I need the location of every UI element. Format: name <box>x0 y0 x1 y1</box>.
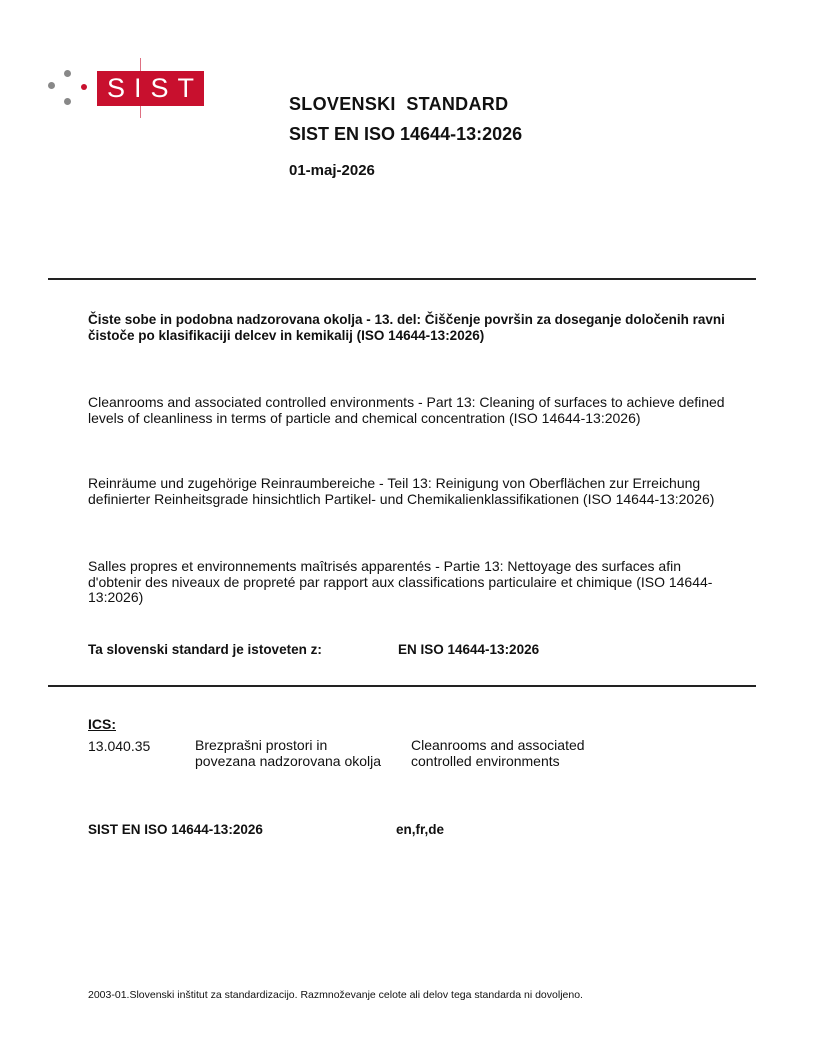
equivalence-label: Ta slovenski standard je istoveten z: <box>88 642 322 657</box>
divider <box>48 278 756 280</box>
publication-date: 01-maj-2026 <box>289 162 375 179</box>
logo-dot-icon <box>81 84 87 90</box>
divider <box>48 685 756 687</box>
title-slovenian: Čiste sobe in podobna nadzorovana okolja - 13. del: Čiščenje površin za doseganje določenih ravni čistoče po klasifikaciji delcev in kemikalij (ISO 14644-13:2026) <box>88 312 725 343</box>
ics-description-sl: Brezprašni prostori in povezana nadzorovana okolja <box>195 737 382 769</box>
document-type: SLOVENSKI STANDARD <box>289 94 509 114</box>
logo-dot-icon <box>64 70 71 77</box>
title-french: Salles propres et environnements maîtrisés apparentés - Partie 13: Nettoyage des surfaces afin d'obtenir des niveaux de propreté par rapport aux classifications particulaire et chimique (ISO 14644-13:2026) <box>88 558 713 605</box>
ics-description-en: Cleanrooms and associated controlled environments <box>411 737 585 769</box>
title-english: Cleanrooms and associated controlled environments - Part 13: Cleaning of surfaces to achieve defined levels of cleanliness in terms of particle and chemical concentration (ISO 14644-13:2026) <box>88 394 725 426</box>
equivalence-value: EN ISO 14644-13:2026 <box>398 642 540 657</box>
logo-dot-icon <box>48 82 55 89</box>
ics-code: 13.040.35 <box>88 738 151 754</box>
title-german: Reinräume und zugehörige Reinraumbereiche - Teil 13: Reinigung von Oberflächen zur Erreichung definierter Reinheitsgrade hinsichtlich Partikel- und Chemikalienklassifikationen (ISO 14644-13:2026) <box>88 475 715 507</box>
standard-id-footer: SIST EN ISO 14644-13:2026 <box>88 822 263 837</box>
ics-heading: ICS: <box>88 716 116 732</box>
standard-number: SIST EN ISO 14644-13:2026 <box>289 124 523 144</box>
copyright-notice: 2003-01.Slovenski inštitut za standardizacijo. Razmnoževanje celote ali delov tega standarda ni dovoljeno. <box>88 989 583 1001</box>
logo-wordmark: SIST <box>97 71 204 106</box>
logo-dot-icon <box>64 98 71 105</box>
languages: en,fr,de <box>396 822 445 837</box>
